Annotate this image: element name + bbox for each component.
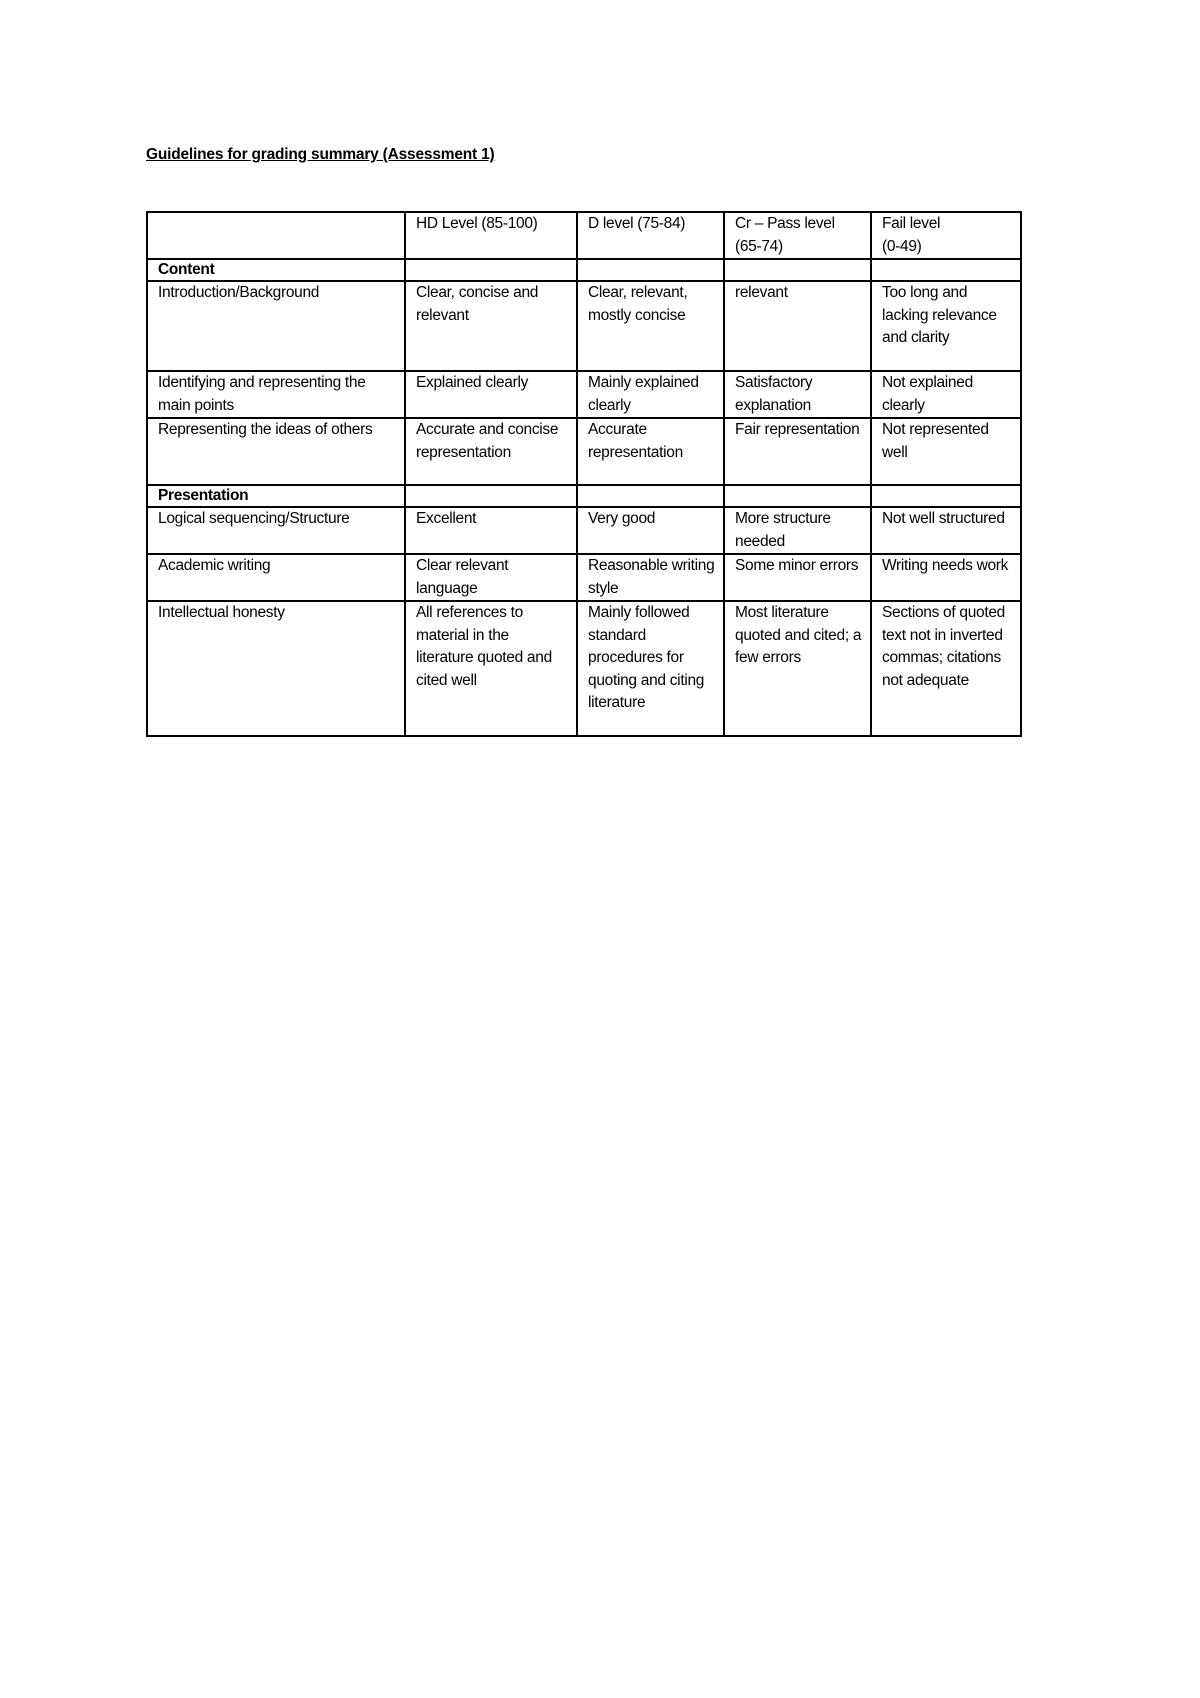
table-row xyxy=(147,418,1021,485)
header-cell-fail-level: Fail level (0-49) xyxy=(871,212,1021,259)
d-cell: Very good xyxy=(577,507,724,554)
cr-cell: Some minor errors xyxy=(724,554,871,601)
d-cell: Clear, relevant, mostly concise xyxy=(577,281,724,371)
header-cell-hd-level: HD Level (85-100) xyxy=(405,212,577,259)
table-row xyxy=(147,554,1021,601)
section-label: Presentation xyxy=(147,485,405,507)
fail-cell: Writing needs work xyxy=(871,554,1021,601)
fail-cell: Not represented well xyxy=(871,418,1021,485)
hd-cell: Accurate and concise representation xyxy=(405,418,577,485)
hd-cell: All references to material in the literature quoted and cited well xyxy=(405,601,577,736)
criterion-cell: Introduction/Background xyxy=(147,281,405,371)
section-row-presentation xyxy=(147,485,1021,507)
d-cell: Mainly explained clearly xyxy=(577,371,724,418)
cr-cell: More structure needed xyxy=(724,507,871,554)
fail-cell: Not explained clearly xyxy=(871,371,1021,418)
page-title: Guidelines for grading summary (Assessment 1) xyxy=(146,146,495,163)
hd-cell: Explained clearly xyxy=(405,371,577,418)
fail-cell: Sections of quoted text not in inverted commas; citations not adequate xyxy=(871,601,1021,736)
cr-cell: relevant xyxy=(724,281,871,371)
criterion-cell: Intellectual honesty xyxy=(147,601,405,736)
cr-cell: Most literature quoted and cited; a few errors xyxy=(724,601,871,736)
section-label: Content xyxy=(147,259,405,281)
header-cell-criterion xyxy=(147,212,405,259)
d-cell: Mainly followed standard procedures for quoting and citing literature xyxy=(577,601,724,736)
cr-cell: Satisfactory explanation xyxy=(724,371,871,418)
table-row xyxy=(147,507,1021,554)
header-cell-cr-pass-level: Cr – Pass level (65-74) xyxy=(724,212,871,259)
table-header-row xyxy=(147,212,1021,259)
criterion-cell: Representing the ideas of others xyxy=(147,418,405,485)
criterion-cell: Identifying and representing the main points xyxy=(147,371,405,418)
header-cell-d-level: D level (75-84) xyxy=(577,212,724,259)
hd-cell: Clear relevant language xyxy=(405,554,577,601)
table-row xyxy=(147,371,1021,418)
table-row xyxy=(147,281,1021,371)
d-cell: Reasonable writing style xyxy=(577,554,724,601)
criterion-cell: Academic writing xyxy=(147,554,405,601)
grading-rubric-table xyxy=(146,211,1022,737)
section-row-content xyxy=(147,259,1021,281)
hd-cell: Clear, concise and relevant xyxy=(405,281,577,371)
table-row xyxy=(147,601,1021,736)
fail-cell: Not well structured xyxy=(871,507,1021,554)
hd-cell: Excellent xyxy=(405,507,577,554)
criterion-cell: Logical sequencing/Structure xyxy=(147,507,405,554)
fail-cell: Too long and lacking relevance and clarity xyxy=(871,281,1021,371)
cr-cell: Fair representation xyxy=(724,418,871,485)
d-cell: Accurate representation xyxy=(577,418,724,485)
